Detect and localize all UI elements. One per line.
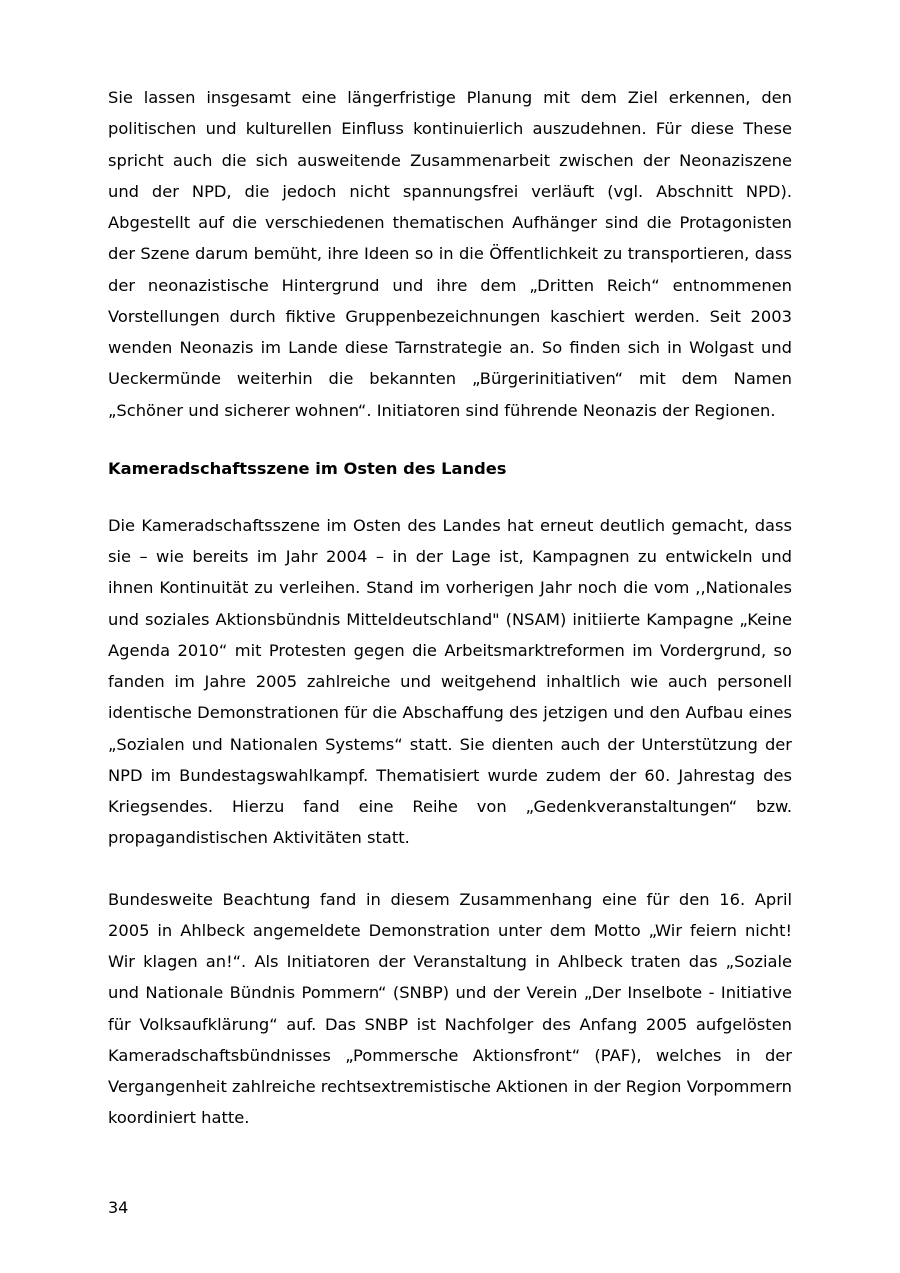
page-number: 34 [108, 1198, 129, 1217]
paragraph-2: Die Kameradschaftsszene im Osten des Landes hat erneut deutlich gemacht, dass sie – wie bereits im Jahr 2004 – in der Lage ist, Kampagnen zu entwickeln und ihnen Kontinuität zu verleihen. Stand im vorherigen Jahr noch die vom ,,Nationales und soziales Aktionsbündnis Mitteldeutschland" (NSAM) initiierte Kampagne „Keine Agenda 2010“ mit Protesten gegen die Arbeitsmarktreformen im Vordergrund, so fanden im Jahre 2005 zahlreiche und weitgehend inhaltlich wie auch personell identische Demonstrationen für die Abschaffung des jetzigen und den Aufbau eines „Sozialen und Nationalen Systems“ statt. Sie dienten auch der Unterstützung der NPD im Bundestagswahlkampf. Thematisiert wurde zudem der 60. Jahrestag des Kriegsendes. Hierzu fand eine Reihe von „Gedenkveranstaltungen“ bzw. propagandistischen Aktivitäten statt. [108, 515, 792, 848]
paragraph-1: Sie lassen insgesamt eine längerfristige Planung mit dem Ziel erkennen, den politischen und kulturellen Einfluss kontinuierlich auszudehnen. Für diese These spricht auch die sich ausweitende Zusammenarbeit zwischen der Neonaziszene und der NPD, die jedoch nicht spannungsfrei verläuft (vgl. Abschnitt NPD). Abgestellt auf die verschiedenen thematischen Aufhänger sind die Protagonisten der Szene darum bemüht, ihre Ideen so in die Öffentlichkeit zu transportieren, dass der neonazistische Hintergrund und ihre dem „Dritten Reich“ entnommenen Vorstellungen durch fiktive Gruppenbezeichnungen kaschiert werden. Seit 2003 wenden Neonazis im Lande diese Tarnstrategie an. So finden sich in Wolgast und Ueckermünde weiterhin die bekannten „Bürgerinitiativen“ mit dem Namen „Schöner und sicherer wohnen“. Initiatoren sind führende Neonazis der Regionen. [108, 88, 792, 420]
document-body [108, 82, 792, 1134]
section-heading: Kameradschaftsszene im Osten des Landes [108, 458, 507, 478]
paragraph-3: Bundesweite Beachtung fand in diesem Zusammenhang eine für den 16. April 2005 in Ahlbeck angemeldete Demonstration unter dem Motto „Wir feiern nicht! Wir klagen an!“. Als Initiatoren der Veranstaltung in Ahlbeck traten das „Soziale und Nationale Bündnis Pommern“ (SNBP) und der Verein „Der Inselbote - Initiative für Volksaufklärung“ auf. Das SNBP ist Nachfolger des Anfang 2005 aufgelösten Kameradschaftsbündnisses „Pommersche Aktionsfront“ (PAF), welches in der Vergangenheit zahlreiche rechtsextremistische Aktionen in der Region Vorpommern koordiniert hatte. [108, 889, 792, 1128]
